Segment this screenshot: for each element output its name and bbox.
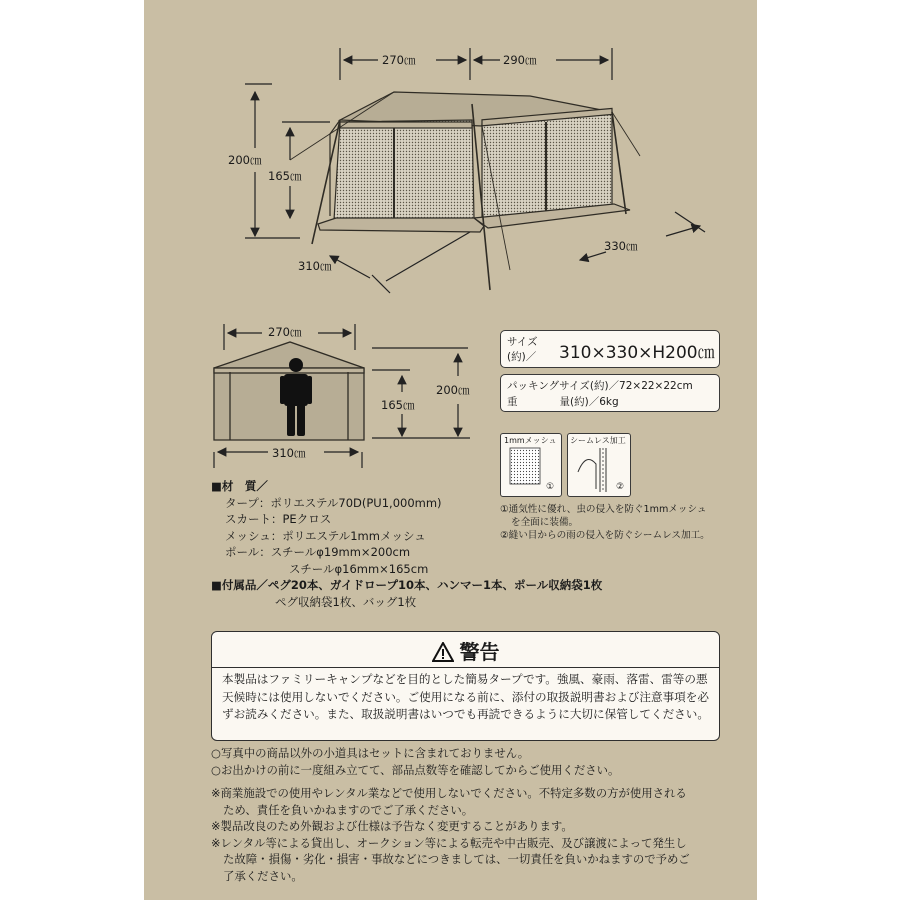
note-5: ※レンタル等による貸出し、オークション等による転売や中古販売、及び譲渡によって発生し [211,835,687,850]
note-3b: ため、責任を負いかねますのでご了承ください。 [223,802,474,817]
note-5c: 了承ください。 [223,868,303,883]
notes-section [211,745,690,884]
dim-height-side: 165㎝ [268,169,302,183]
feature-note-2: ②縫い目からの雨の侵入を防ぐシームレス加工。 [500,530,710,541]
warning-box [211,631,720,741]
materials-heading: ■材 質／ [211,479,268,493]
feature-note-1b: を全面に装備。 [511,517,579,528]
materials-section [211,478,602,610]
warning-text: 本製品はファミリーキャンプなどを目的とした簡易タープです。強風、豪雨、落雷、雷等の悪天候時には使用しないでください。ご使用になる前に、添付の取扱説明書および注意事項を必ずお読みください。また、取扱説明書はいつでも再読できるように大切に保管してください。 [222,672,709,721]
side-dim-200: 200㎝ [436,383,470,397]
feature-note-1: ①通気性に優れ、虫の侵入を防ぐ1mmメッシュ [500,504,707,515]
side-dim-165: 165㎝ [381,398,415,412]
seamless-label: シームレス加工 [570,436,626,445]
note-1: ○写真中の商品以外の小道具はセットに含まれておりません。 [211,746,530,760]
size-label: サイズ [507,336,538,348]
dim-depth-left: 310㎝ [298,259,332,273]
dim-height-total: 200㎝ [228,153,262,167]
size-label-approx: (約)／ [507,351,537,363]
warning-triangle-icon [432,642,454,667]
warning-header [212,632,719,668]
dim-top-right: 290㎝ [503,53,537,67]
dim-top-left: 270㎝ [382,53,416,67]
size-box [500,330,720,368]
side-dim-bottom: 310㎝ [272,446,306,460]
side-dim-top: 270㎝ [268,325,302,339]
warning-title-text: 警告 [459,640,500,664]
seam-number: ② [616,482,625,492]
note-5b: た故障・損傷・劣化・損害・事故などにつきましては、一切責任を負いかねますので予めご [223,852,690,866]
material-tarp: タープ：ポリエステル70D(PU1,000mm) [225,495,442,510]
weight: 重 量(約)／6kg [507,396,619,408]
packing-size: パッキングサイズ(約)／72×22×22cm [507,380,693,392]
note-4: ※製品改良のため外観および仕様は予告なく変更することがあります。 [211,819,573,833]
mesh-number: ① [546,482,555,492]
size-value: 310×330×H200㎝ [559,343,715,363]
accessories: ■付属品／ペグ20本、ガイドロープ10本、ハンマー1本、ポール収納袋1枚 [211,578,603,592]
material-pole-2: スチールφ16mm×165cm [289,561,429,576]
warning-title [212,636,719,667]
accessories-2: ペグ収納袋1枚、バッグ1枚 [275,594,417,609]
note-3: ※商業施設での使用やレンタル業などで使用しないでください。不特定多数の方が使用される [211,786,687,800]
material-mesh: メッシュ：ポリエステル1mmメッシュ [225,528,426,543]
material-pole: ポール：スチールφ19mm×200cm [225,545,411,559]
packing-box [500,374,720,412]
note-2: ○お出かけの前に一度組み立てて、部品点数等を確認してからご使用ください。 [211,762,620,777]
mesh-label: 1mmメッシュ [504,436,557,445]
dim-depth-right: 330㎝ [604,239,638,253]
material-skirt: スカート：PEクロス [225,512,332,526]
